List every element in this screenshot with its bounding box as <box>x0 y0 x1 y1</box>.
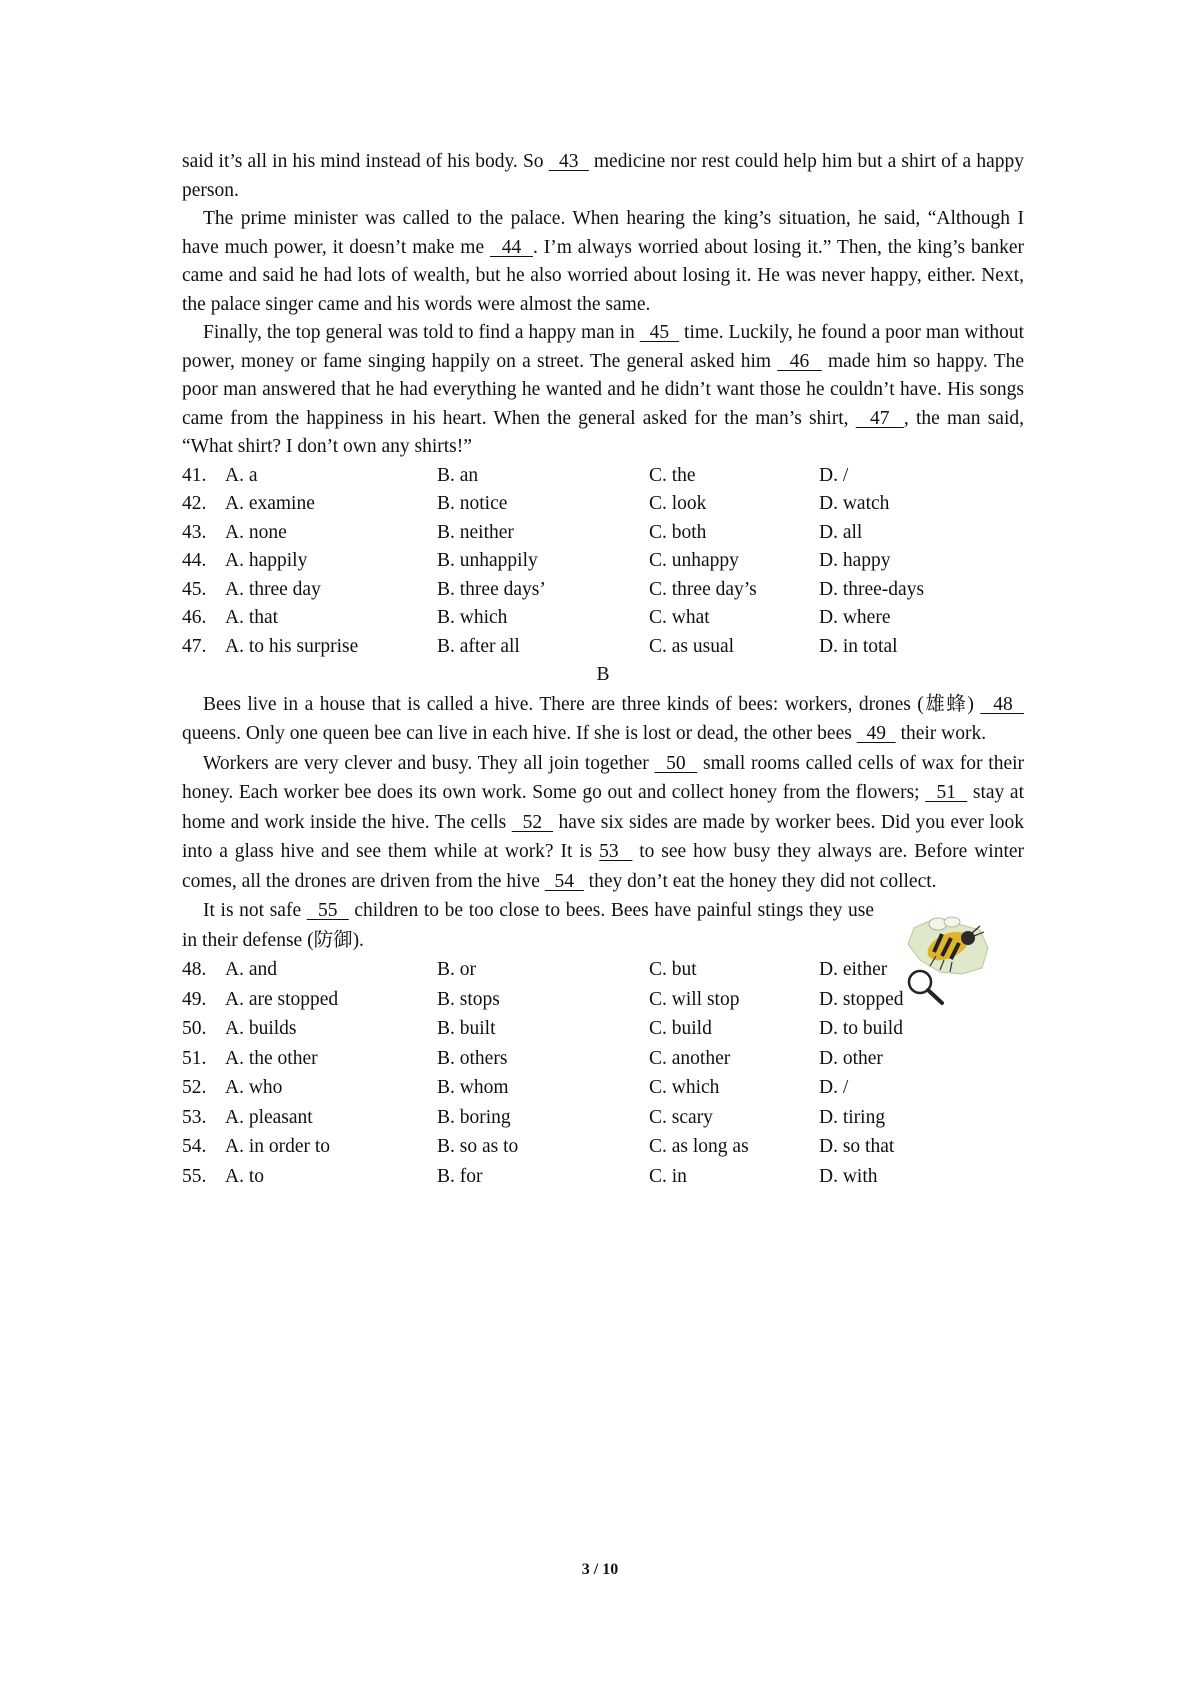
option-c: C. what <box>649 607 710 628</box>
text-run: said it’s all in his mind instead of his body. So <box>182 151 549 172</box>
question-row <box>182 1132 1024 1162</box>
option-b: B. others <box>437 1047 508 1069</box>
option-b: B. three days’ <box>437 578 546 600</box>
option-b: B. unhappily <box>437 550 538 571</box>
question-number: 47. <box>182 635 207 657</box>
option-a: A. examine <box>225 493 315 514</box>
option-b: B. notice <box>437 493 508 514</box>
option-d: D. where <box>819 607 891 628</box>
option-a: A. that <box>225 607 279 628</box>
option-c: C. unhappy <box>649 550 739 571</box>
option-a: A. and <box>225 959 277 980</box>
question-row <box>182 633 1024 662</box>
option-d: D. with <box>819 1165 878 1187</box>
option-b: B. so as to <box>437 1136 519 1157</box>
question-number: 44. <box>182 550 207 571</box>
blank-44: 44 <box>490 236 533 258</box>
text-run: have six sides are made by worker bees. Did you ever look into a glass hive and see them while at work? It is <box>182 811 1025 862</box>
question-number: 41. <box>182 464 207 486</box>
question-number: 45. <box>182 578 207 600</box>
option-c: C. in <box>649 1165 687 1187</box>
option-d: D. / <box>819 464 849 486</box>
option-d: D. either <box>819 959 888 980</box>
question-row <box>182 519 1024 548</box>
option-d: D. / <box>819 1077 849 1098</box>
question-number: 48. <box>182 959 207 980</box>
option-b: B. which <box>437 607 508 628</box>
option-a: A. in order to <box>225 1136 331 1157</box>
question-row <box>182 1162 1024 1192</box>
option-a: A. none <box>225 521 287 543</box>
option-b: B. whom <box>437 1077 509 1098</box>
option-c: C. scary <box>649 1106 713 1128</box>
passage-b-paragraph-1 <box>182 690 1024 749</box>
option-b: B. or <box>437 959 476 980</box>
question-row <box>182 547 1024 576</box>
blank-46: 46 <box>777 350 822 372</box>
question-row <box>182 1044 1024 1074</box>
blank-47: 47 <box>855 407 904 429</box>
option-a: A. to his surprise <box>225 635 359 657</box>
bee-with-magnifier-icon <box>896 910 996 1010</box>
text-run: children to be too close to bees. Bees have painful stings they use in their defense (防御). <box>182 900 875 951</box>
question-row <box>182 1014 1024 1044</box>
text-run: made him so happy. The poor man answered that he had everything he wanted and he didn’t want those he couldn’t have. His songs came from the happiness in his heart. When the general asked for the man’s shirt, <box>182 350 1024 429</box>
option-d: D. all <box>819 521 863 543</box>
text-run: they don’t eat the honey they did not collect. <box>583 870 937 892</box>
text-run: Workers are very clever and busy. They all join together <box>203 752 655 774</box>
option-a: A. pleasant <box>225 1106 313 1128</box>
passage-a-paragraph-3 <box>182 319 1024 462</box>
option-a: A. the other <box>225 1047 318 1069</box>
option-d: D. happy <box>819 550 891 571</box>
question-number: 50. <box>182 1018 207 1039</box>
question-row <box>182 1073 1024 1103</box>
option-b: B. an <box>437 464 479 486</box>
question-number: 43. <box>182 521 207 543</box>
question-row <box>182 490 1024 519</box>
question-number: 53. <box>182 1106 207 1128</box>
option-c: C. three day’s <box>649 578 757 600</box>
option-c: C. build <box>649 1018 712 1039</box>
option-c: C. as long as <box>649 1136 749 1157</box>
text-run: . I’m always worried about losing it.” Then, the king’s banker came and said he had lots of wealth, but he also worried about losing it. He was never happy, either. Next, the palace singer came and his words were almost the same. <box>182 236 1025 315</box>
option-d: D. tiring <box>819 1106 886 1128</box>
blank-45: 45 <box>639 322 680 343</box>
text-run: queens. Only one queen bee can live in each hive. If she is lost or dead, the other bees <box>182 723 857 744</box>
text-run: medicine nor rest could help him but a shirt of a happy person. <box>182 151 1024 201</box>
text-run: Finally, the top general was told to find a happy man in <box>203 322 640 343</box>
option-a: A. happily <box>225 550 308 571</box>
text-run: their work. <box>895 723 987 744</box>
text-run: It is not safe <box>203 900 307 921</box>
question-row <box>182 462 1024 491</box>
options-table-a <box>182 462 1024 662</box>
blank-53: 53 <box>599 841 633 862</box>
question-row <box>182 1103 1024 1133</box>
text-run: to see how busy they always are. Before winter comes, all the drones are driven from the hive <box>182 841 1025 892</box>
passage-b-paragraph-2 <box>182 749 1024 897</box>
option-d: D. watch <box>819 493 890 514</box>
option-d: D. in total <box>819 635 898 657</box>
text-run: , the man said, “What shirt? I don’t own any shirts!” <box>182 407 1024 457</box>
question-number: 52. <box>182 1077 207 1098</box>
option-d: D. to build <box>819 1018 903 1039</box>
question-number: 42. <box>182 493 207 514</box>
blank-48: 48 <box>980 693 1024 715</box>
option-c: C. the <box>649 464 696 486</box>
question-number: 51. <box>182 1047 207 1069</box>
option-c: C. look <box>649 493 707 514</box>
blank-52: 52 <box>511 811 554 833</box>
section-b-title: B <box>596 664 610 685</box>
question-number: 46. <box>182 607 207 628</box>
question-number: 54. <box>182 1136 207 1157</box>
bee-illustration <box>896 910 996 1010</box>
text-run: Bees live in a house that is called a hive. There are three kinds of bees: workers, drones (雄蜂) <box>203 693 981 715</box>
exam-page-content <box>182 148 1024 1191</box>
option-c: C. both <box>649 521 707 543</box>
option-a: A. a <box>225 464 258 486</box>
option-d: D. other <box>819 1047 883 1069</box>
option-c: C. another <box>649 1047 731 1069</box>
question-number: 55. <box>182 1165 207 1187</box>
option-d: D. three-days <box>819 578 925 600</box>
question-row <box>182 604 1024 633</box>
option-a: A. are stopped <box>225 988 339 1010</box>
option-b: B. neither <box>437 521 514 543</box>
text-run: small rooms called cells of wax for their honey. Each worker bee does its own work. Some go out and collect honey from the flowers; <box>182 752 1025 803</box>
blank-55: 55 <box>306 900 349 921</box>
option-b: B. stops <box>437 988 500 1010</box>
option-d: D. stopped <box>819 988 904 1010</box>
passage-a-paragraph-2 <box>182 205 1024 319</box>
text-run: stay at home and work inside the hive. The cells <box>182 782 1024 833</box>
blank-54: 54 <box>544 870 584 892</box>
blank-49: 49 <box>856 723 896 744</box>
page-number: 3 / 10 <box>581 1561 619 1578</box>
option-b: B. for <box>437 1165 483 1187</box>
option-c: C. which <box>649 1077 720 1098</box>
text-run: time. Luckily, he found a poor man without power, money or fame singing happily on a street. The general asked him <box>182 322 1024 372</box>
option-a: A. to <box>225 1165 264 1187</box>
blank-51: 51 <box>925 782 968 803</box>
option-b: B. boring <box>437 1106 511 1128</box>
blank-50: 50 <box>654 752 698 774</box>
option-a: A. builds <box>225 1018 297 1039</box>
option-a: A. who <box>225 1077 283 1098</box>
option-c: C. as usual <box>649 635 735 657</box>
option-c: C. but <box>649 959 697 980</box>
option-c: C. will stop <box>649 988 740 1010</box>
option-b: B. after all <box>437 635 520 657</box>
option-b: B. built <box>437 1018 496 1039</box>
question-row <box>182 576 1024 605</box>
blank-43: 43 <box>548 151 589 172</box>
passage-a-paragraph-1 <box>182 148 1024 205</box>
option-a: A. three day <box>225 578 321 600</box>
option-d: D. so that <box>819 1136 895 1157</box>
question-number: 49. <box>182 988 207 1010</box>
text-run: The prime minister was called to the palace. When hearing the king’s situation, he said, “Although I have much power, it doesn’t make me <box>182 208 1024 258</box>
